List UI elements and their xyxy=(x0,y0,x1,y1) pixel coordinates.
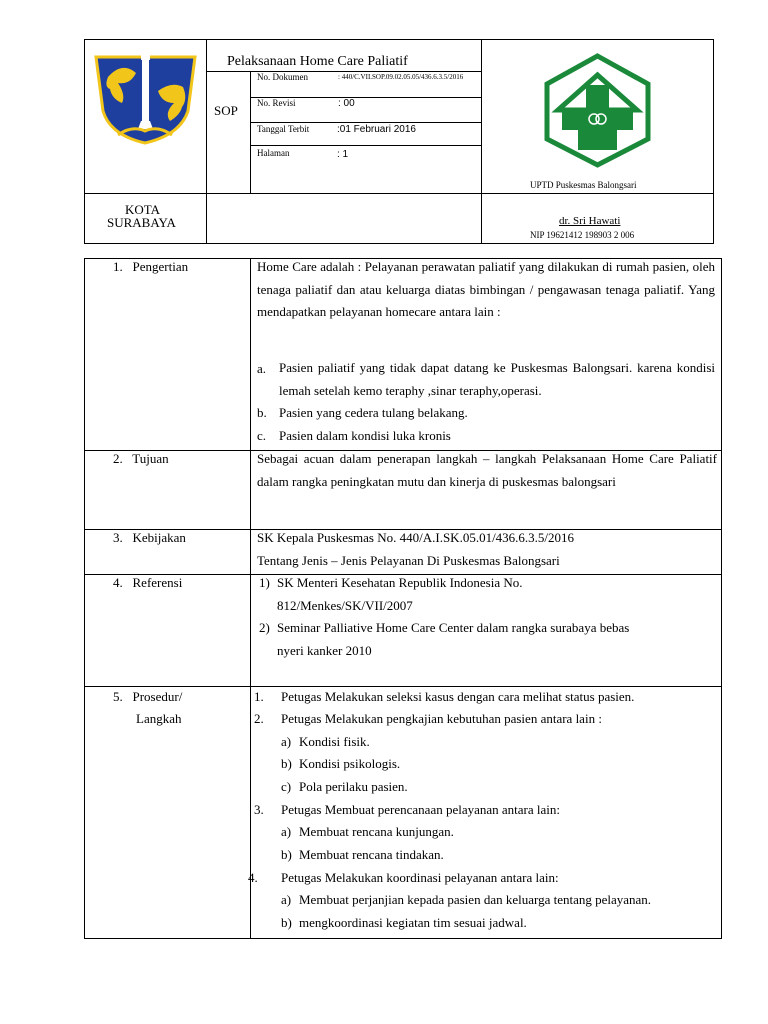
step-marker: 3. xyxy=(254,802,264,817)
step-marker: 2. xyxy=(254,711,264,726)
tujuan-text: Sebagai acuan dalam penerapan langkah – langkah Pelaksanaan Home Care Paliatif dalam rangka peningkatan mutu dan kinerja di puskesmas balongsari xyxy=(257,451,717,489)
puskesmas-logo-icon xyxy=(540,53,655,168)
section-label-referensi: 4. Referensi xyxy=(113,575,183,590)
substep-marker: c) xyxy=(281,779,292,794)
substep-text: Membuat rencana kunjungan. xyxy=(299,824,454,839)
pengertian-item-marker: c. xyxy=(257,428,267,443)
substep-marker: b) xyxy=(281,915,292,930)
substep-text: Membuat perjanjian kepada pasien dan keluarga tentang pelayanan. xyxy=(299,892,652,907)
step-marker: 4. xyxy=(248,870,258,885)
step-text: Petugas Melakukan pengkajian kebutuhan pasien antara lain : xyxy=(281,711,602,726)
organization-name: UPTD Puskesmas Balongsari xyxy=(530,180,637,190)
referensi-line: nyeri kanker 2010 xyxy=(277,643,372,658)
pengertian-intro: Home Care adalah : Pelayanan perawatan paliatif yang dilakukan di rumah pasien, oleh tenaga paliatif dan atau keluarga diatas bimbingan / pengawasan tenaga paliatif. Yang mendapatkan pelayanan homecare antara lain : xyxy=(257,259,715,319)
field-value-dokumen: : 440/C.VII.SOP.09.02.05.05/436.6.3.5/2016 xyxy=(338,73,464,81)
document-title: Pelaksanaan Home Care Paliatif xyxy=(227,54,408,69)
kebijakan-line: Tentang Jenis – Jenis Pelayanan Di Puskesmas Balongsari xyxy=(257,553,560,568)
step-text: Petugas Melakukan koordinasi pelayanan antara lain: xyxy=(281,870,559,885)
pengertian-item-marker: b. xyxy=(257,405,267,420)
field-label-tanggal: Tanggal Terbit xyxy=(257,124,310,134)
field-label-halaman: Halaman xyxy=(257,148,290,158)
referensi-line: SK Menteri Kesehatan Republik Indonesia No. xyxy=(277,575,523,590)
substep-marker: b) xyxy=(281,756,292,771)
step-marker: 1. xyxy=(254,689,264,704)
field-label-dokumen: No. Dokumen xyxy=(257,72,308,82)
step-text: Petugas Membuat perencanaan pelayanan antara lain: xyxy=(281,802,561,817)
pengertian-item-marker: a. xyxy=(257,361,267,376)
substep-text: Membuat rencana tindakan. xyxy=(299,847,444,862)
signer-nip: NIP 19621412 198903 2 006 xyxy=(530,230,635,240)
section-label-pengertian: 1. Pengertian xyxy=(113,259,189,274)
substep-text: Kondisi psikologis. xyxy=(299,756,401,771)
field-value-halaman: : 1 xyxy=(337,149,349,160)
referensi-line: 812/Menkes/SK/VII/2007 xyxy=(277,598,413,613)
sop-label: SOP xyxy=(214,103,238,118)
city-label-line2: SURABAYA xyxy=(107,215,176,230)
substep-text: Kondisi fisik. xyxy=(299,734,370,749)
kebijakan-line: SK Kepala Puskesmas No. 440/A.I.SK.05.01/436.6.3.5/2016 xyxy=(257,530,575,545)
field-value-revisi: : 00 xyxy=(338,98,355,109)
substep-marker: a) xyxy=(281,892,292,907)
field-label-revisi: No. Revisi xyxy=(257,98,296,108)
pengertian-item: Pasien yang cedera tulang belakang. xyxy=(279,405,468,420)
field-value-tanggal: :01 Februari 2016 xyxy=(337,124,416,135)
substep-marker: b) xyxy=(281,847,292,862)
substep-text: Pola perilaku pasien. xyxy=(299,779,408,794)
section-label-tujuan: 2. Tujuan xyxy=(113,451,169,466)
referensi-line: Seminar Palliative Home Care Center dalam rangka surabaya bebas xyxy=(277,620,630,635)
section-label-kebijakan: 3. Kebijakan xyxy=(113,530,186,545)
step-text: Petugas Melakukan seleksi kasus dengan cara melihat status pasien. xyxy=(281,689,635,704)
pengertian-item: Pasien dalam kondisi luka kronis xyxy=(279,428,451,443)
city-label-line1: KOTA xyxy=(125,202,161,217)
substep-marker: a) xyxy=(281,734,292,749)
pengertian-item: Pasien paliatif yang tidak dapat datang ke Puskesmas Balongsari. karena kondisi lemah setelah kemo teraphy ,sinar teraphy,operasi. xyxy=(279,360,715,398)
section-label-prosedur: 5. Prosedur/ xyxy=(113,689,183,704)
surabaya-emblem-icon xyxy=(92,51,199,147)
section-label-langkah: Langkah xyxy=(136,711,182,726)
substep-marker: a) xyxy=(281,824,292,839)
substep-text: mengkoordinasi kegiatan tim sesuai jadwal. xyxy=(299,915,527,930)
referensi-marker: 1) xyxy=(259,575,270,590)
signer-name: dr. Sri Hawati xyxy=(559,215,621,227)
referensi-marker: 2) xyxy=(259,620,270,635)
